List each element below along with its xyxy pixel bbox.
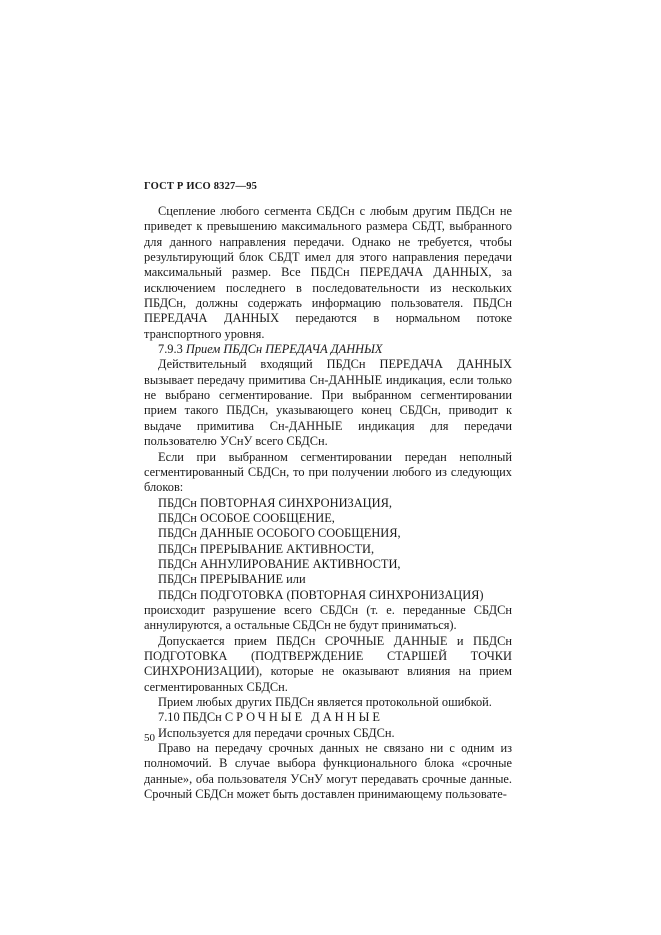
paragraph-protocol-error: Прием любых других ПБДСн является протокольной ошибкой.: [158, 695, 492, 709]
section-title: СРОЧНЫЕ ДАННЫЕ: [224, 710, 383, 725]
paragraph-incomplete-segment: Если при выбранном сегментировании передан неполный сегментированный СБДСн, то при получении любого из следующих блоков:: [144, 449, 512, 495]
page-number: 50: [144, 732, 155, 744]
list-item: ПБДСн ПОДГОТОВКА (ПОВТОРНАЯ СИНХРОНИЗАЦИЯ): [158, 587, 484, 602]
section-title: Прием ПБДСн ПЕРЕДАЧА ДАННЫХ: [185, 342, 383, 357]
list-item: ПБДСн ОСОБОЕ СООБЩЕНИЕ,: [158, 510, 335, 525]
paragraph-allowed-receipt: Допускается прием ПБДСн СРОЧНЫЕ ДАННЫЕ и ПБДСн ПОДГОТОВКА (ПОДТВЕРЖДЕНИЕ СТАРШЕЙ ТОЧКИ СИНХРОНИЗАЦИИ), которые не оказывают влияния на прием сегментированных СБДСн.: [144, 633, 512, 694]
section-prefix: ПБДСн: [182, 710, 222, 725]
list-item: ПБДСн АННУЛИРОВАНИЕ АКТИВНОСТИ,: [158, 556, 401, 571]
paragraph-usage: Используется для передачи срочных СБДСн.: [158, 725, 395, 740]
list-item: ПБДСн ПРЕРЫВАНИЕ АКТИВНОСТИ,: [158, 541, 375, 556]
paragraph-data-receipt: Действительный входящий ПБДСн ПЕРЕДАЧА ДАННЫХ вызывает передачу примитива Сн-ДАННЫЕ индикация, если только не выбрано сегментирование. При выбранном сегментировании прием такого ПБДСн, указывающего конец СБДСн, приводит к выдаче примитива Сн-ДАННЫЕ индикация для передачи пользователю УСнУ всего СБДСн.: [144, 357, 512, 449]
section-7-10-heading: [144, 710, 512, 725]
paragraph-expedited-right: Право на передачу срочных данных не связано ни с одним из полномочий. В случае выбора функционального блока «срочные данные», оба пользователя УСнУ могут передавать срочные данные. Срочный СБДСн может быть доставлен принимающему пользовате-: [144, 741, 512, 802]
list-item: ПБДСн ПОВТОРНАЯ СИНХРОНИЗАЦИЯ,: [158, 495, 392, 510]
section-7-9-3-heading: [144, 342, 512, 357]
document-code-header: ГОСТ Р ИСО 8327—95: [144, 181, 258, 192]
list-item: ПБДСн ДАННЫЕ ОСОБОГО СООБЩЕНИЯ,: [158, 526, 401, 541]
section-number: 7.10: [158, 710, 180, 725]
paragraph-destruction: происходит разрушение всего СБДСн (т. е. переданные СБДСн аннулируются, а остальные СБДСн не будут приниматься).: [144, 602, 512, 633]
list-item: ПБДСн ПРЕРЫВАНИЕ или: [158, 572, 306, 587]
section-number: 7.9.3: [158, 342, 183, 357]
paragraph-segment-concatenation: Сцепление любого сегмента СБДСн с любым другим ПБДСн не приведет к превышению максимального размера СБДТ, выбранного для данного направления передачи. Однако не требуется, чтобы результирующий блок СБДТ имел для этого направления передачи максимальный размер. Все ПБДСн ПЕРЕДАЧА ДАННЫХ, за исключением последнего в последовательности из нескольких ПБДСн, должны содержать информацию пользователя. ПБДСн ПЕРЕДАЧА ДАННЫХ передаются в нормальном потоке транспортного уровня.: [144, 204, 512, 341]
body-text: [144, 204, 512, 802]
